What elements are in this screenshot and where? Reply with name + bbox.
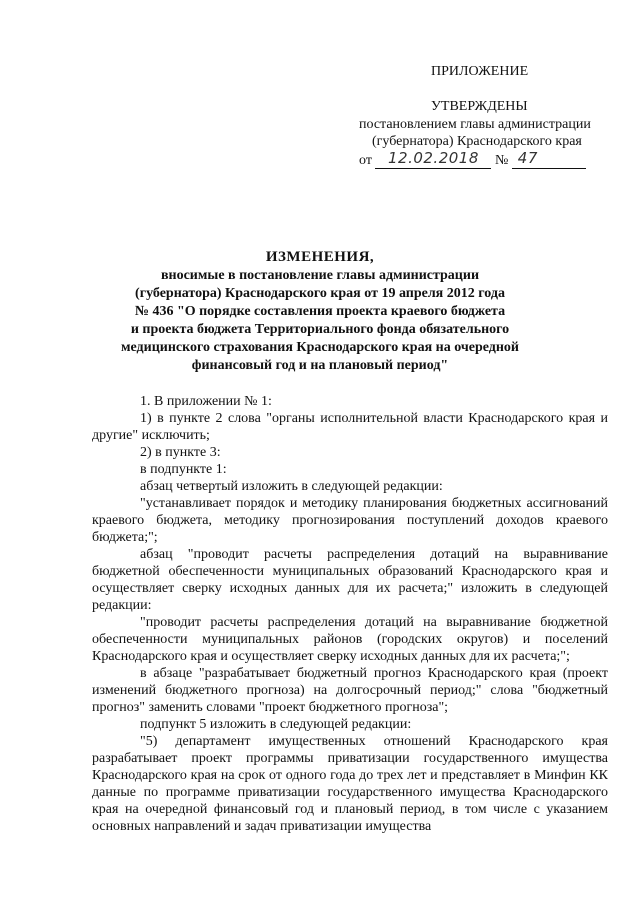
- title-line-1: вносимые в постановление главы администрации: [160, 268, 480, 283]
- paragraph: 1) в пункте 2 слова "органы исполнительной власти Краснодарского края и другие" исключить;: [92, 411, 608, 443]
- approval-line-1: постановлением главы администрации: [359, 117, 591, 132]
- paragraph: "устанавливает порядок и методику планирования бюджетных ассигнований краевого бюджета, методику прогнозирования поступлений доходов краевого бюджета;";: [92, 496, 608, 545]
- title-line-6: финансовый год и на плановый период": [191, 358, 449, 373]
- paragraph: "5) департамент имущественных отношений Краснодарского края разрабатывает проект программы приватизации государственного имущества Краснодарского края на срок от одного года до трех лет и представляет в Минфин КК данные по программе приватизации государственного имущества Краснодарского края на очередной финансовый год и плановый период, в том числе с указанием основных направлений и задач приватизации имущества: [92, 734, 608, 834]
- number-label: №: [494, 153, 509, 168]
- paragraph: абзац "проводит расчеты распределения дотаций на выравнивание бюджетной обеспеченности муниципальных образований Краснодарского края и осуществляет сверку исходных данных для их расчета;" изложить в следующей редакции:: [92, 547, 608, 613]
- title-heading: ИЗМЕНЕНИЯ,: [265, 249, 375, 265]
- paragraph: в подпункте 1:: [140, 462, 227, 477]
- title-line-4: и проекта бюджета Территориального фонда обязательного: [130, 322, 510, 337]
- paragraph: 1. В приложении № 1:: [140, 394, 272, 409]
- approved-label: УТВЕРЖДЕНЫ: [431, 99, 528, 114]
- handwritten-number: 47: [512, 150, 586, 169]
- from-label: от: [359, 153, 372, 168]
- title-line-2: (губернатора) Краснодарского края от 19 апреля 2012 года: [135, 286, 505, 301]
- paragraph: в абзаце "разрабатывает бюджетный прогноз Краснодарского края (проект изменений бюджетного прогноза) на долгосрочный период;" слова "бюджетный прогноз" заменить словами "проект бюджетного прогноза";: [92, 666, 608, 715]
- paragraph: 2) в пункте 3:: [140, 445, 221, 460]
- document-body: [92, 393, 608, 835]
- paragraph: подпункт 5 изложить в следующей редакции:: [140, 717, 412, 732]
- handwritten-date: 12.02.2018: [375, 150, 491, 169]
- paragraph: "проводит расчеты распределения дотаций на выравнивание бюджетной обеспеченности муниципальных районов (городских округов) и поселений Краснодарского края и осуществляет сверку исходных данных для их расчета;";: [92, 615, 608, 664]
- title-line-5: медицинского страхования Краснодарского края на очередной: [120, 340, 519, 355]
- document-title: [98, 248, 542, 375]
- paragraph: абзац четвертый изложить в следующей редакции:: [140, 479, 443, 494]
- approval-date-line: [359, 151, 586, 170]
- appendix-label: ПРИЛОЖЕНИЕ: [431, 64, 529, 79]
- approval-line-2: (губернатора) Краснодарского края: [372, 134, 582, 149]
- title-line-3: № 436 "О порядке составления проекта краевого бюджета: [134, 304, 506, 319]
